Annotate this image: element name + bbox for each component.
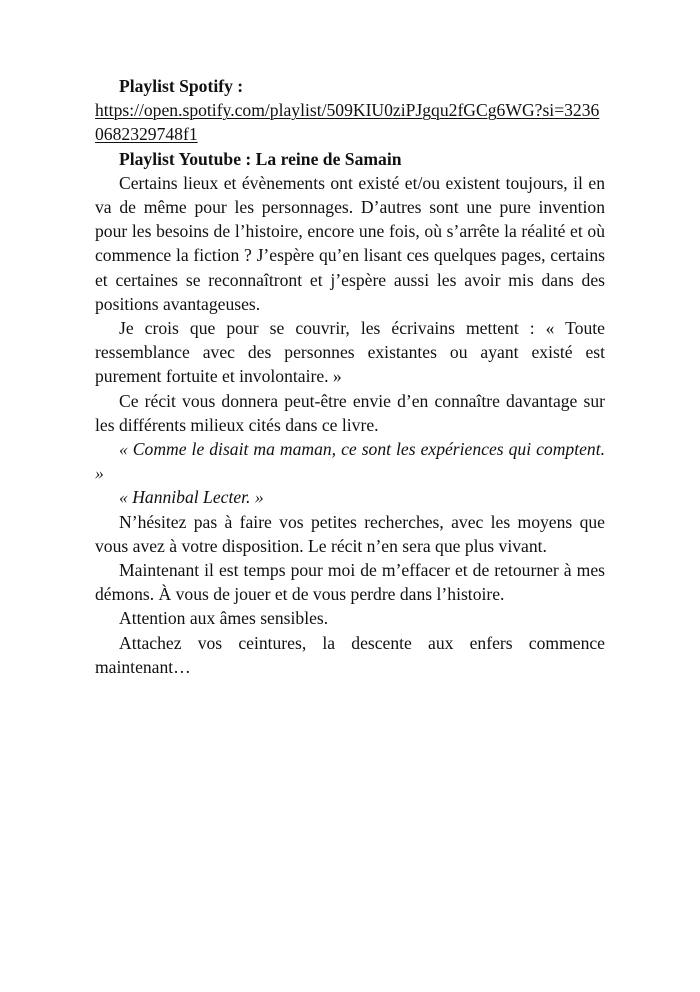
document-body (95, 74, 605, 679)
playlist-youtube-label: Playlist Youtube : La reine de Samain (119, 148, 402, 169)
quote-author: « Hannibal Lecter. » (119, 487, 264, 508)
paragraph-author-exit: Maintenant il est temps pour moi de m’effacer et de retourner à mes démons. À vous de jouer et de vous perdre dans l’histoire. (95, 560, 605, 605)
playlist-spotify-label: Playlist Spotify : (119, 76, 244, 96)
paragraph-disclaimer: Je crois que pour se couvrir, les écrivains mettent : « Toute ressemblance avec des personnes existantes ou ayant existé est purement fortuite et involontaire. » (95, 318, 605, 387)
quote-line: « Comme le disait ma maman, ce sont les expériences qui comptent. » (95, 439, 605, 484)
paragraph-intro: Certains lieux et évènements ont existé et/ou existent toujours, il en va de même pour les personnages. D’autres sont une pure invention pour les besoins de l’histoire, encore une fois, où s’arrête la réalité et où commence la fiction ? J’espère qu’en lisant ces quelques pages, certains et certaines se reconnaîtront et j’espère aussi les avoir mis dans des positions avantageuses. (95, 172, 605, 314)
paragraph-curiosity: Ce récit vous donnera peut-être envie d’en connaître davantage sur les différents milieux cités dans ce livre. (95, 390, 605, 435)
paragraph-warning: Attention aux âmes sensibles. (119, 608, 329, 629)
paragraph-closing: Attachez vos ceintures, la descente aux enfers commence maintenant… (95, 632, 605, 677)
paragraph-research: N’hésitez pas à faire vos petites recherches, avec les moyens que vous avez à votre disposition. Le récit n’en sera que plus vivant. (95, 511, 605, 556)
playlist-spotify-link[interactable]: https://open.spotify.com/playlist/509KIU0ziPJgqu2fGCg6WG?si=32360682329748f1 (95, 100, 600, 145)
